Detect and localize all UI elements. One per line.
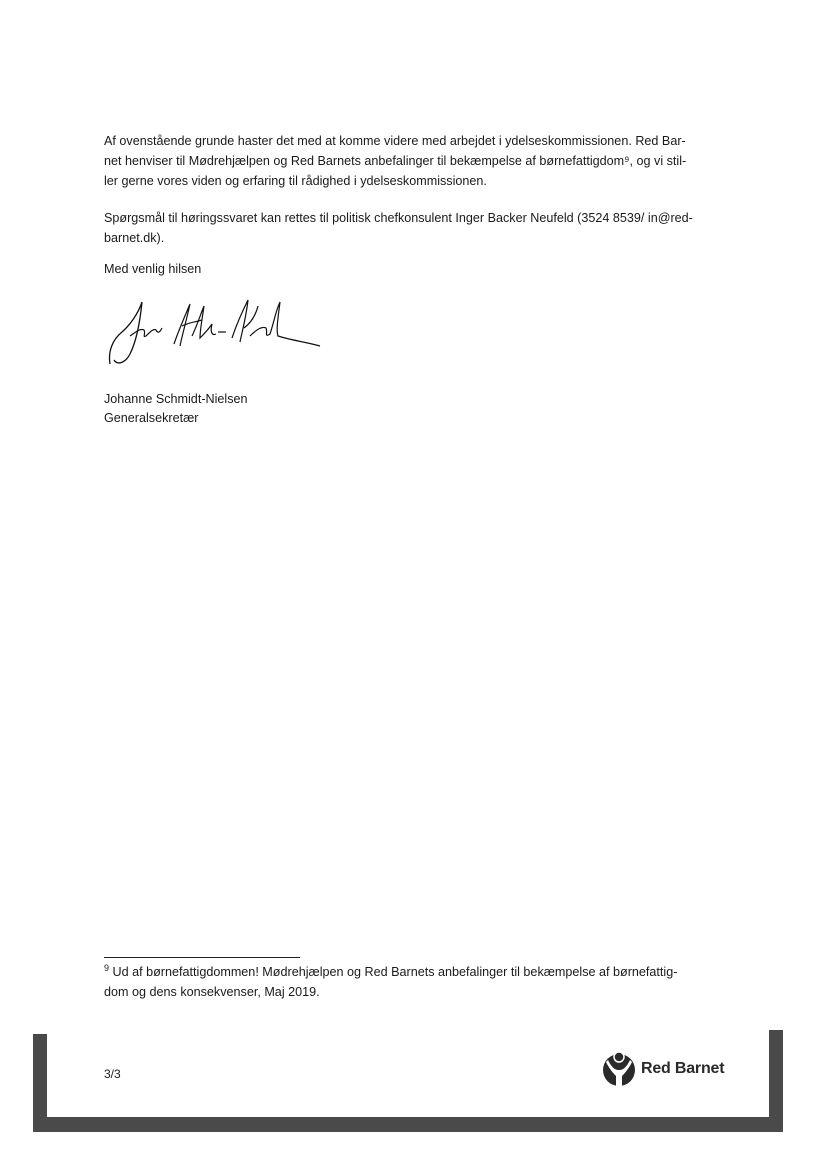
handwritten-signature (100, 292, 325, 370)
paragraph-line: net henviser til Mødrehjælpen og Red Barnets anbefalinger til bekæmpelse af børnefattigdom⁹, og vi stil- (104, 154, 687, 168)
footnote-line: dom og dens konsekvenser, Maj 2019. (104, 985, 320, 999)
footnote (104, 962, 734, 1002)
footnote-marker: 9 (104, 962, 110, 973)
signer-name: Johanne Schmidt-Nielsen (104, 392, 248, 406)
paragraph-line: barnet.dk). (104, 231, 165, 245)
logo-text: Red Barnet (641, 1060, 725, 1077)
footnote-line (104, 962, 734, 982)
footnote-text: Ud af børnefattigdommen! Mødrehjælpen og Red Barnets anbefalinger til bekæmpelse af børnefattig- (112, 965, 678, 979)
footer-frame-right (769, 1030, 783, 1130)
paragraph-line: Spørgsmål til høringssvaret kan rettes til politisk chefkonsulent Inger Backer Neufeld (3524 8539/ in@red- (104, 211, 693, 225)
red-barnet-logo (600, 1047, 738, 1091)
footer-frame-bottom (33, 1117, 783, 1132)
signer-title: Generalsekretær (104, 411, 199, 425)
paragraph-contact (104, 208, 724, 248)
red-barnet-figure-icon (600, 1048, 638, 1090)
footnote-divider (104, 957, 300, 958)
paragraph-line: Af ovenstående grunde haster det med at komme videre med arbejdet i ydelseskommissionen. Red Bar- (104, 134, 686, 148)
signer-block (104, 390, 248, 428)
paragraph-line: ler gerne vores viden og erfaring til rådighed i ydelseskommissionen. (104, 174, 487, 188)
paragraph-commission (104, 131, 724, 191)
page-number: 3/3 (104, 1067, 121, 1081)
closing-greeting: Med venlig hilsen (104, 262, 202, 276)
